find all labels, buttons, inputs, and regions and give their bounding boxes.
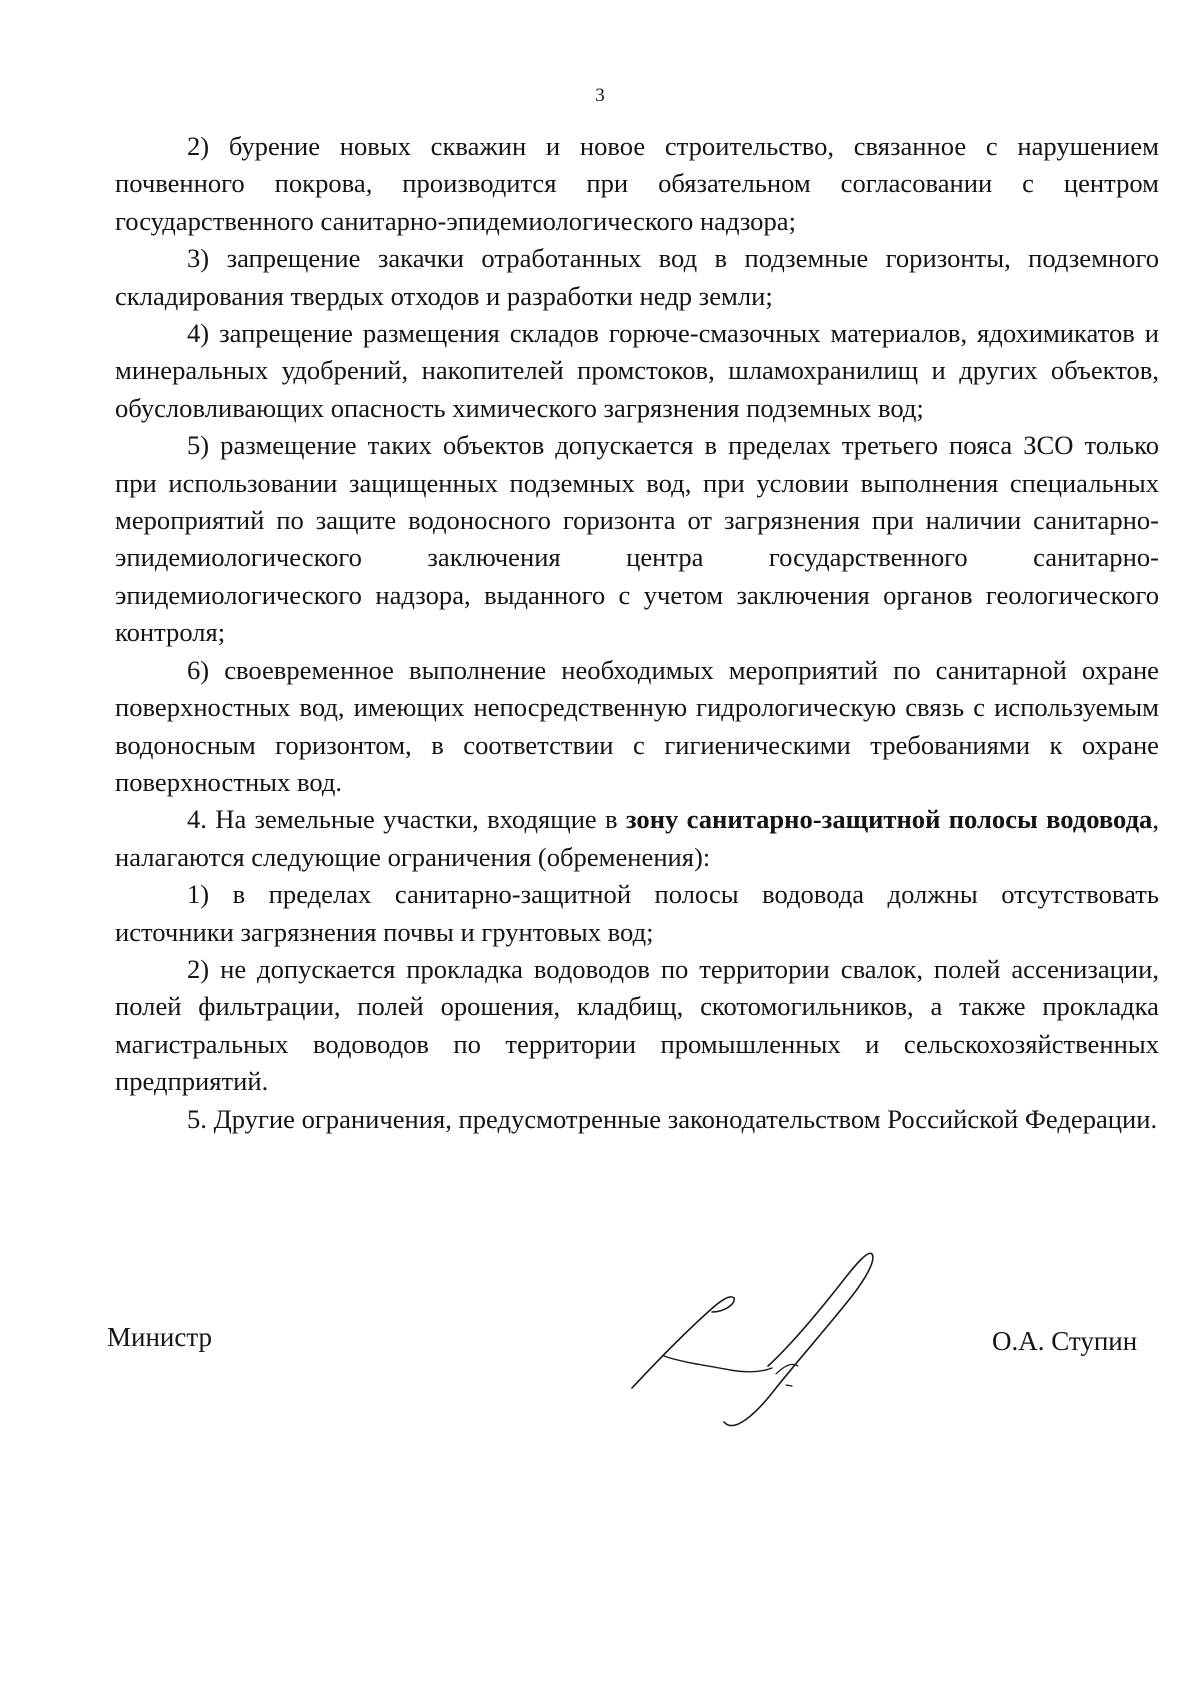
paragraph-item-4-storage-ban: 4) запрещение размещения складов горюче-смазочных материалов, ядохимикатов и минеральных удобрений, накопителей промстоков, шламохранилищ и других объектов, обусловливающих опасность химического загрязнения подземных вод; [115,318,1159,423]
paragraph-strip-item-2: 2) не допускается прокладка водоводов по территории свалок, полей ассенизации, полей фильтрации, полей орошения, кладбищ, скотомогильников, а также прокладка магистральных водоводов по территории промышленных и сельскохозяйственных предприятий. [115,953,1159,1097]
paragraph-section-4-bold-term: зону санитарно-защитной полосы водовода [625,804,1153,835]
paragraph-section-5: 5. Другие ограничения, предусмотренные законодательством Российской Федерации. [187,1103,1158,1134]
page-number: 3 [595,85,605,106]
paragraph-item-3-injection-ban: 3) запрещение закачки отработанных вод в подземные горизонты, подземного складирования твердых отходов и разработки недр земли; [115,243,1159,311]
paragraph-item-2-drilling: 2) бурение новых скважин и новое строительство, связанное с нарушением почвенного покрова, производится при обязательном согласовании с центром государственного санитарно-эпидемиологического надзора; [115,131,1159,236]
paragraph-item-5-placement: 5) размещение таких объектов допускается в пределах третьего пояса ЗСО только при использовании защищенных подземных вод, при условии выполнения специальных мероприятий по защите водоносного горизонта от загрязнения при наличии санитарно-эпидемиологического заключения центра государственного санитарно-эпидемиологического надзора, выданного с учетом заключения органов геологического контроля; [115,430,1159,648]
paragraph-strip-item-1: 1) в пределах санитарно-защитной полосы водовода должны отсутствовать источники загрязнения почвы и грунтовых вод; [115,879,1159,947]
handwritten-signature [620,1238,940,1428]
signatory-role: Министр [107,1322,212,1352]
paragraph-item-6-surface-water: 6) своевременное выполнение необходимых мероприятий по санитарной охране поверхностных вод, имеющих непосредственную гидрологическую связь с используемым водоносным горизонтом, в соответствии с гигиеническими требованиями к охране поверхностных вод. [115,654,1159,797]
document-body [115,128,1159,1138]
paragraph-section-4-tail: , налагаются следующие ограничения (обременения): [115,804,1159,872]
signatory-name: О.А. Ступин [992,1326,1138,1356]
paragraph-section-4 [115,801,1159,876]
paragraph-section-4-lead: 4. На земельные участки, входящие в [187,804,626,835]
